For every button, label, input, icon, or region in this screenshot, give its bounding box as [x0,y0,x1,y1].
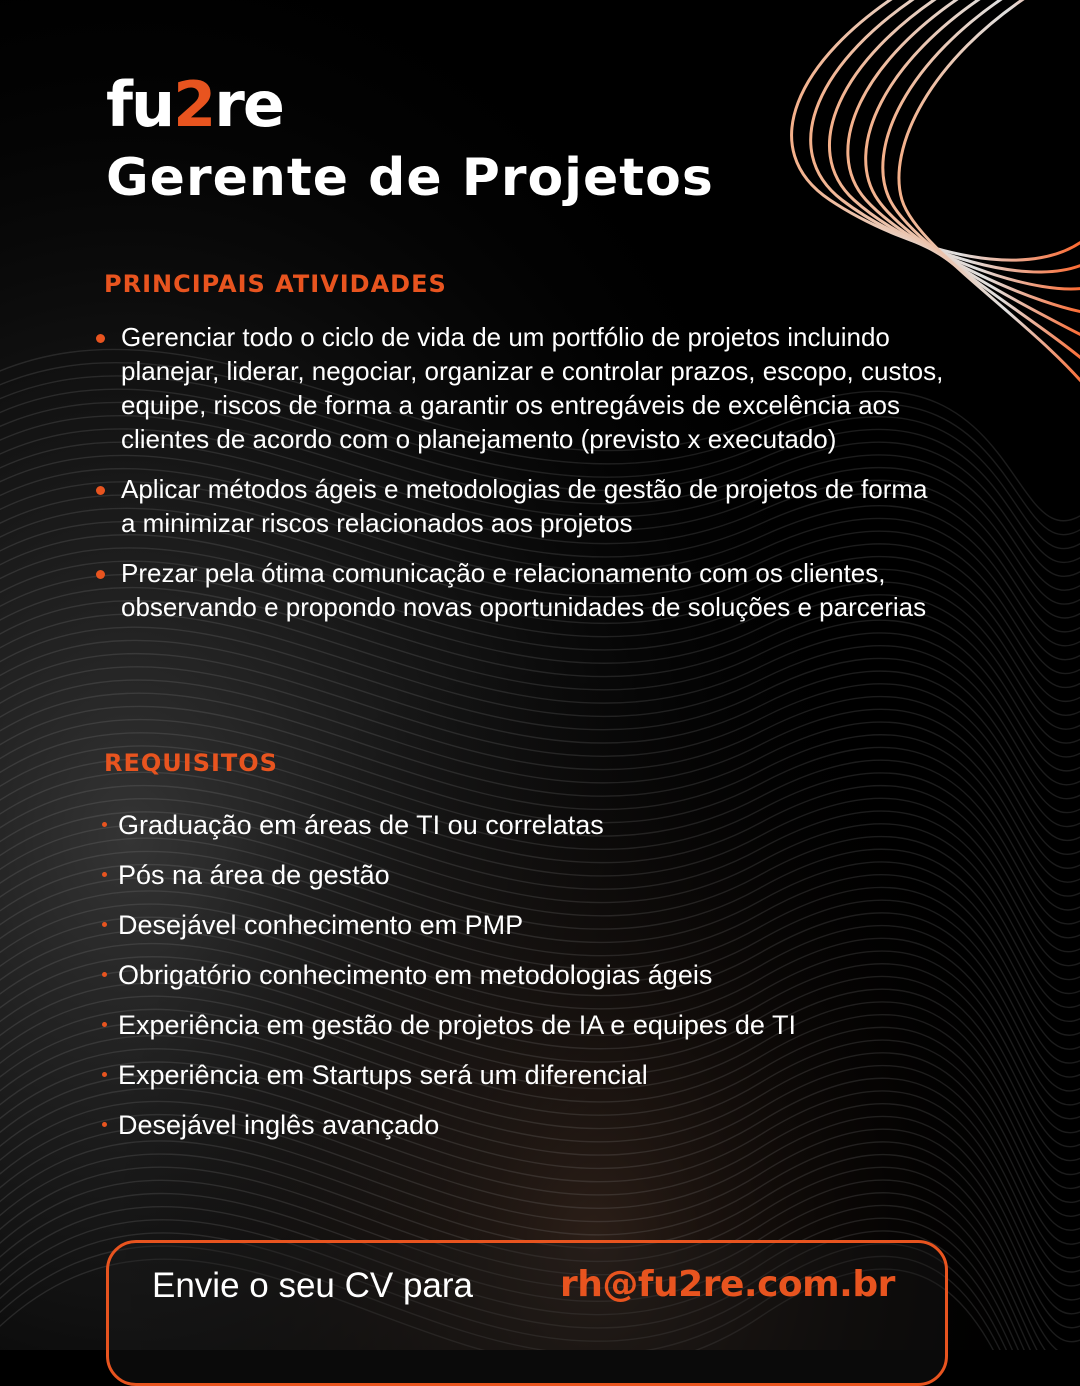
list-item: Desejável conhecimento em PMP [100,900,796,950]
requirements-list [100,800,796,1150]
list-item: Experiência em Startups será um diferencial [100,1050,796,1100]
bullet-icon [102,822,107,827]
brand-logo: fu2re [106,68,283,141]
bullet-icon [96,570,105,579]
requirements-heading: REQUISITOS [104,749,278,777]
cta-text: Envie o seu CV para [152,1266,474,1305]
job-title: Gerente de Projetos [106,148,714,208]
bullet-icon [102,922,107,927]
list-item: Graduação em áreas de TI ou correlatas [100,800,796,850]
cta-email-link[interactable]: rh@fu2re.com.br [560,1264,895,1305]
bullet-icon [96,486,105,495]
bullet-icon [96,334,105,343]
bullet-icon [102,1022,107,1027]
cta-box [106,1240,948,1386]
list-item: Aplicar métodos ágeis e metodologias de gestão de projetos de forma a minimizar riscos relacionados aos projetos [96,472,946,540]
list-item: Pós na área de gestão [100,850,796,900]
list-item: Desejável inglês avançado [100,1100,796,1150]
list-item: Experiência em gestão de projetos de IA e equipes de TI [100,1000,796,1050]
activities-list [96,320,946,640]
bullet-icon [102,1122,107,1127]
bullet-icon [102,972,107,977]
list-item: Prezar pela ótima comunicação e relacionamento com os clientes, observando e propondo novas oportunidades de soluções e parcerias [96,556,946,624]
list-item: Gerenciar todo o ciclo de vida de um portfólio de projetos incluindo planejar, liderar, negociar, organizar e controlar prazos, escopo, custos, equipe, riscos de forma a garantir os entregáveis de excelência aos clientes de acordo com o planejamento (previsto x executado) [96,320,946,456]
bullet-icon [102,872,107,877]
list-item: Obrigatório conhecimento em metodologias ágeis [100,950,796,1000]
bullet-icon [102,1072,107,1077]
activities-heading: PRINCIPAIS ATIVIDADES [104,270,447,298]
